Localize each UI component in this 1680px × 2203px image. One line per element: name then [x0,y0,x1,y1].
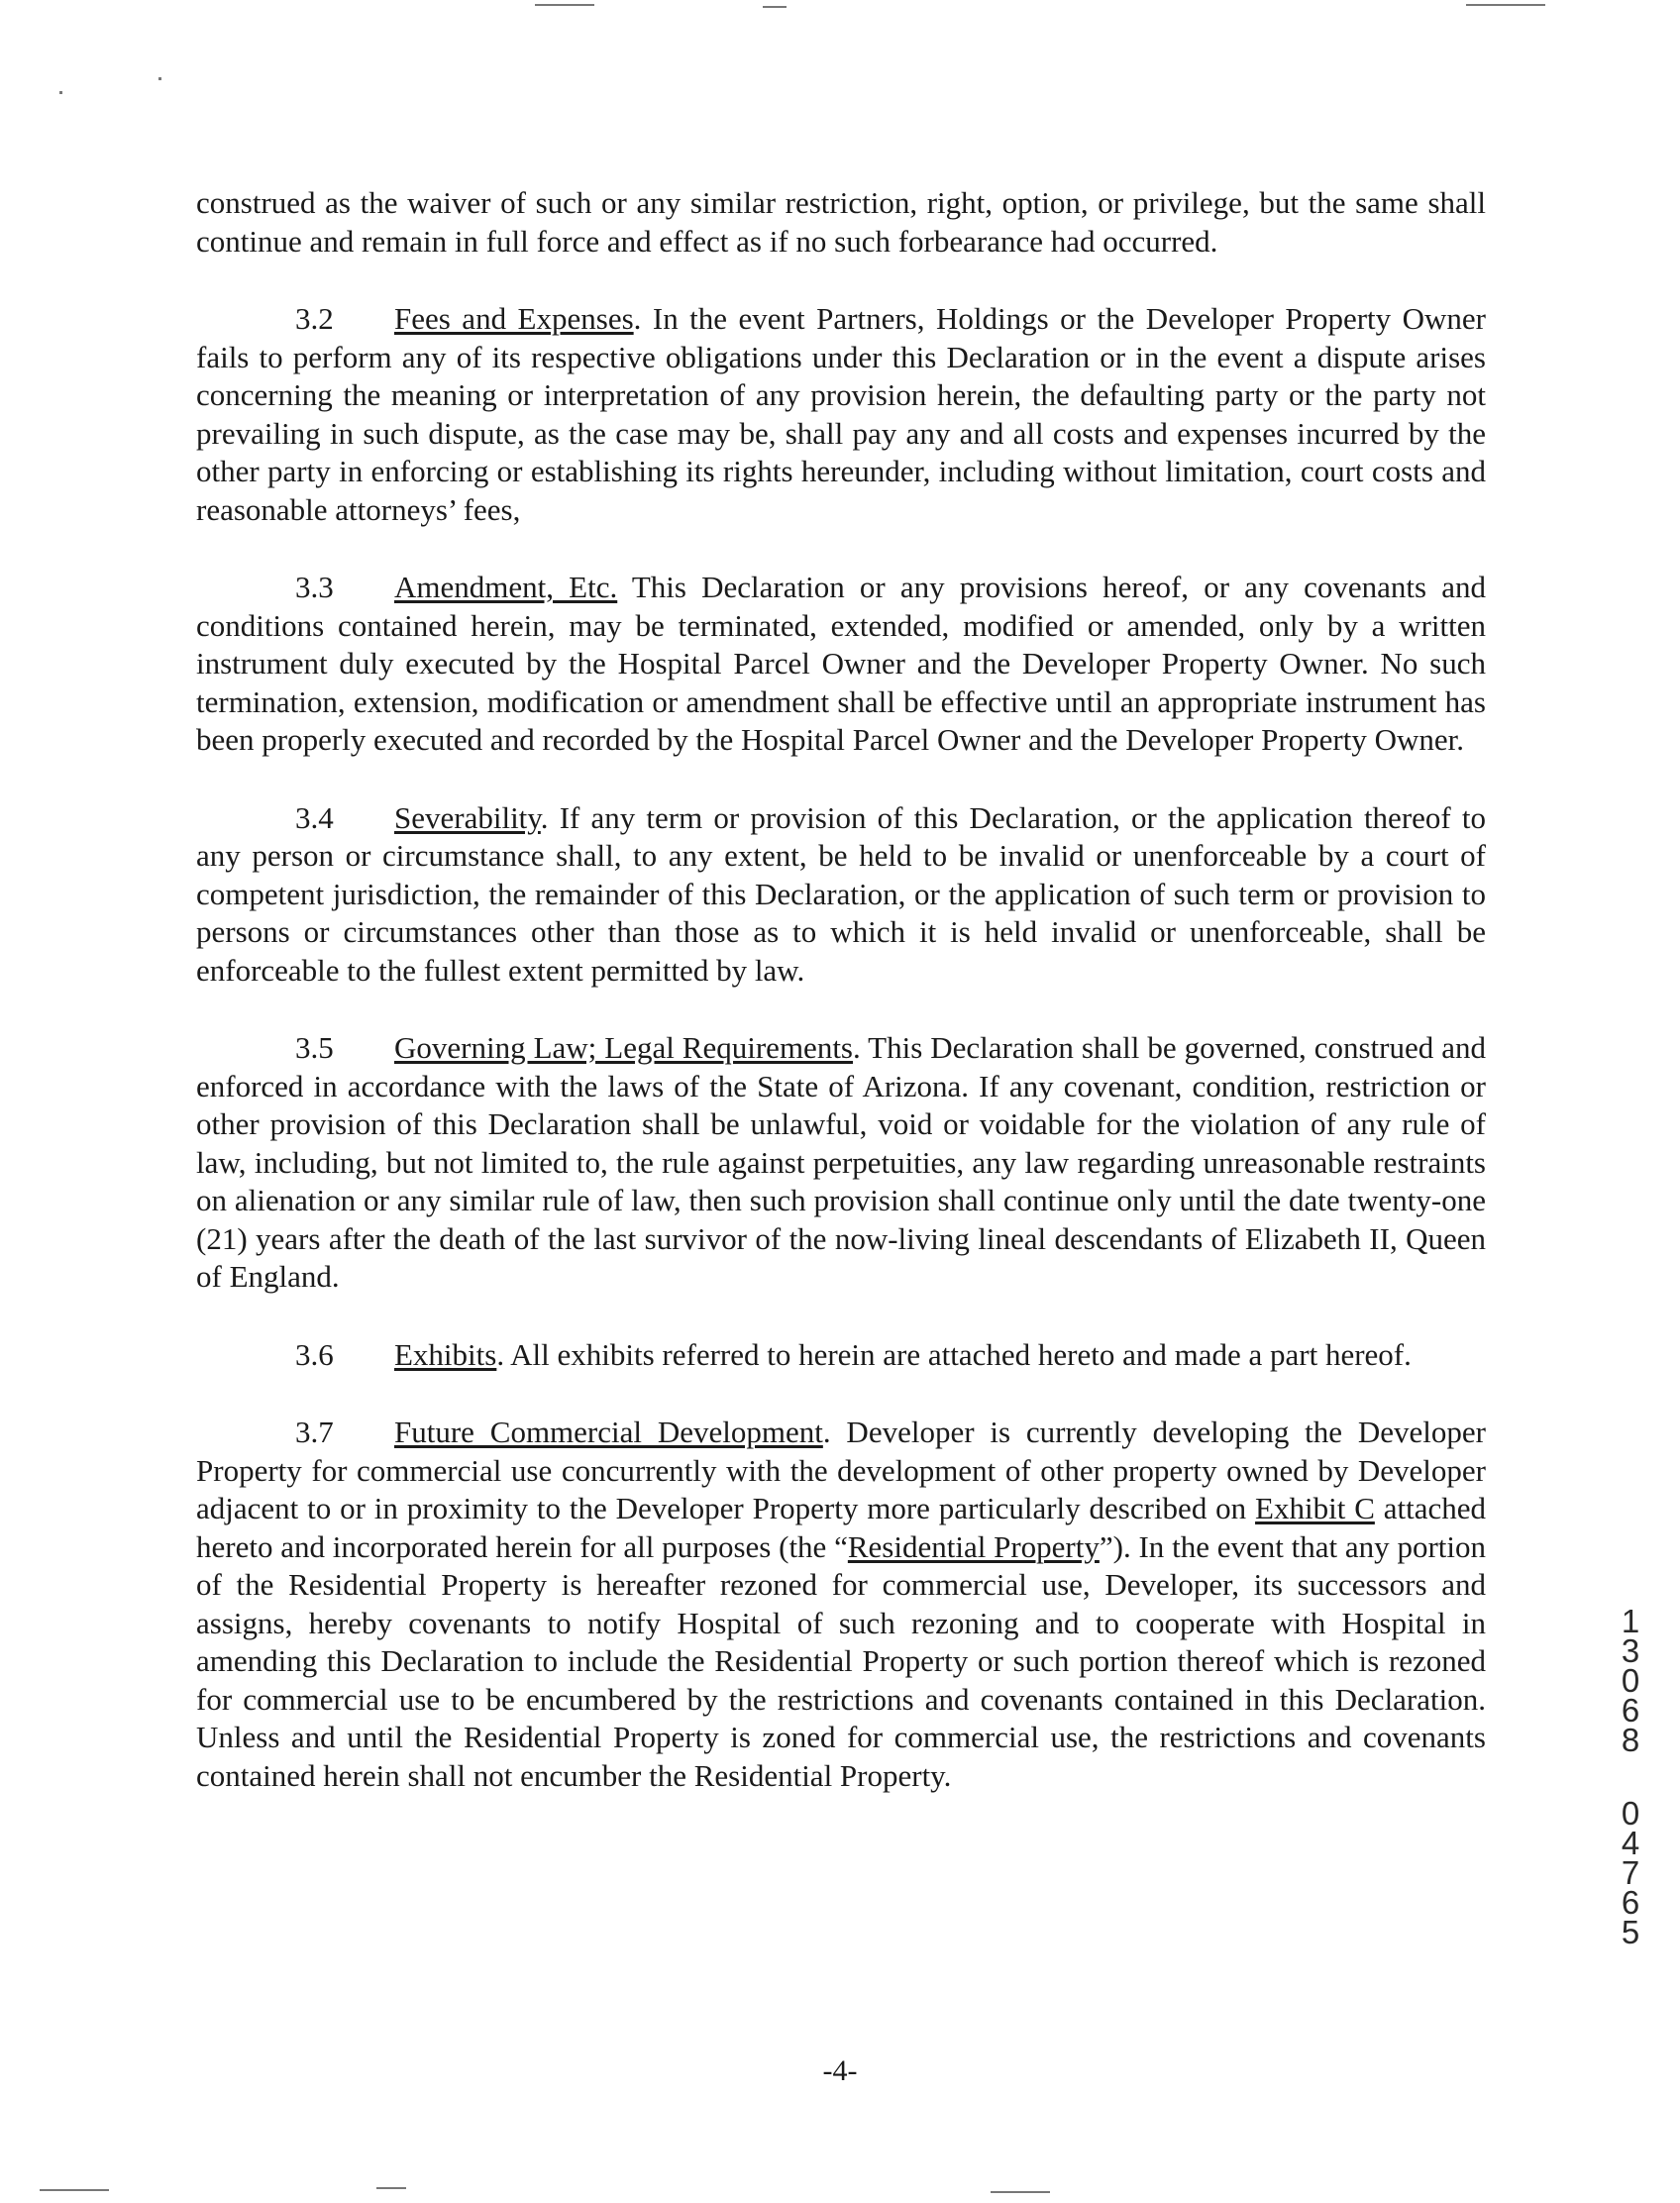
scan-artifact [535,4,594,6]
stamp-digit: 6 [1621,1692,1640,1729]
exhibit-c-reference: Exhibit C [1255,1491,1375,1525]
stamp-digit: 0 [1621,1795,1640,1832]
section-3-7-future-commercial-development [196,1414,1486,1795]
section-text: . Developer is currently developing the Developer Property for commercial use concurrently with the development of other property owned by Developer adjacent to or in proximity to the Developer Property more particularly described on [196,1415,1486,1525]
stamp-digit: 6 [1621,1884,1640,1921]
section-number: 3.7 [295,1415,334,1449]
section-text: . In the event Partners, Holdings or the Developer Property Owner fails to perform any of its respective obligations under this Declaration or in the event a dispute arises concerning the meaning or interpretation of any provision herein, the defaulting party or the party not prevailing in such dispute, as the case may be, shall pay any and all costs and expenses incurred by the other party in enforcing or establishing its rights hereunder, including without limitation, court costs and reasonable attorneys’ fees, [196,301,1486,527]
section-heading: Fees and Expenses [394,301,634,336]
section-3-4-severability [196,799,1486,991]
stamp-gap [1616,1755,1645,1799]
stamp-digit: 8 [1621,1722,1640,1758]
section-text: . This Declaration shall be governed, construed and enforced in accordance with the laws of the State of Arizona. If any covenant, condition, restriction or other provision of this Declaration shall be unlawful, void or voidable for the violation of any rule of law, including, but not limited to, the rule against perpetuities, any law regarding unreasonable restraints on alienation or any similar rule of law, then such provision shall continue only until the date twenty-one (21) years after the death of the last survivor of the now-living lineal descendants of Elizabeth II, Queen of England. [196,1030,1486,1294]
scan-artifact [40,2189,109,2191]
stamp-digit: 4 [1621,1825,1640,1861]
section-3-6-exhibits [196,1336,1486,1375]
section-text: This Declaration or any provisions hereof, or any covenants and conditions contained herein, may be terminated, extended, modified or amended, only by a written instrument duly executed by the Hospital Parcel Owner and the Developer Property Owner. No such termination, extension, modification or amendment shall be effective until an appropriate instrument has been properly executed and recorded by the Hospital Parcel Owner and the Developer Property Owner. [196,570,1486,757]
stamp-digit: 7 [1621,1854,1640,1891]
scan-artifact [1466,4,1545,6]
section-text: . If any term or provision of this Declaration, or the application thereof to any person or circumstance shall, to any extent, be held to be invalid or unenforceable by a court of competent jurisdiction, the remainder of this Declaration, or the application of such term or provision to persons or circumstances other than those as to which it is held invalid or unenforceable, shall be enforceable to the fullest extent permitted by law. [196,799,1486,988]
scan-artifact [763,6,787,8]
stamp-digit: 5 [1621,1914,1640,1950]
section-number: 3.6 [295,1336,334,1372]
residential-property-term: Residential Property [847,1528,1100,1564]
section-heading: Exhibits [394,1336,497,1372]
paragraph-continuation [196,184,1486,261]
scan-artifact [991,2191,1050,2193]
section-heading: Future Commercial Development [394,1415,823,1449]
section-3-3-amendment [196,569,1486,760]
section-number: 3.2 [295,301,334,336]
margin-recording-stamp [1616,1603,1645,1950]
scan-artifact [59,91,62,94]
section-3-2-fees-and-expenses [196,300,1486,529]
section-number: 3.4 [295,799,334,835]
stamp-digit: 0 [1621,1662,1640,1699]
section-3-5-governing-law [196,1029,1486,1297]
document-body [196,184,1486,1835]
section-text: . All exhibits referred to herein are attached hereto and made a part hereof. [496,1336,1412,1372]
section-text: attached hereto and incorporated herein for all purposes (the “ [196,1491,1487,1564]
section-number: 3.5 [295,1030,334,1065]
scan-artifact [158,77,161,80]
section-heading: Severability [394,799,541,835]
section-number: 3.3 [295,570,334,604]
stamp-digit: 3 [1621,1632,1640,1669]
scan-artifact [376,2187,406,2189]
page-number: -4- [822,2054,858,2087]
section-heading: Amendment, Etc. [394,570,618,604]
stamp-digit: 1 [1621,1603,1640,1639]
paragraph-text: construed as the waiver of such or any similar restriction, right, option, or privilege, but the same shall continue and remain in full force and effect as if no such forbearance had occurred. [196,185,1486,259]
section-heading: Governing Law; Legal Requirements [394,1030,853,1065]
section-text: ”). In the event that any portion of the Residential Property is hereafter rezoned for commercial use, Developer, its successors and assigns, hereby covenants to notify Hospital of such rezoning and to cooperate with Hospital in amending this Declaration to include the Residential Property or such portion thereof which is rezoned for commercial use to be encumbered by the restrictions and covenants contained in this Declaration. Unless and until the Residential Property is zoned for commercial use, the restrictions and covenants contained herein shall not encumber the Residential Property. [196,1528,1487,1793]
